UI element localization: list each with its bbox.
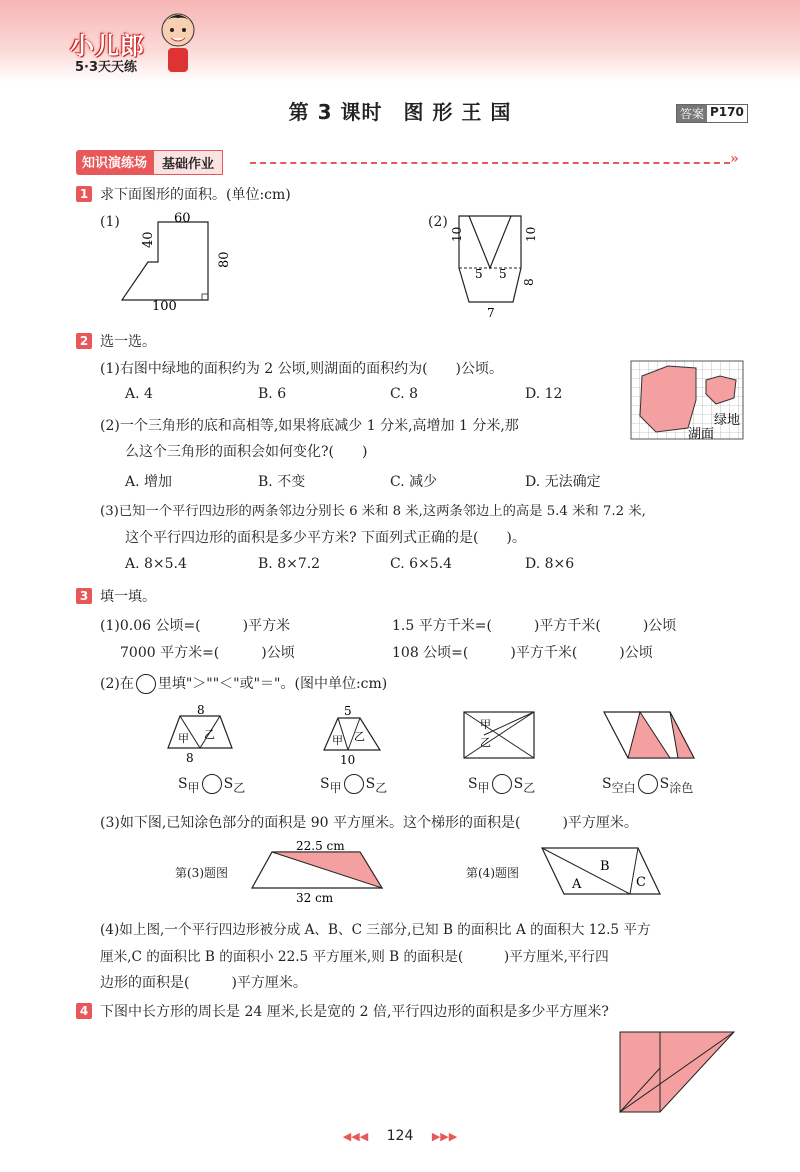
trapezoid-fig-q3-3 — [248, 838, 398, 908]
sub-question: (3)已知一个平行四边形的两条邻边分别长 6 米和 8 米,这两条邻边上的高是 5.4 米和 7.2 米, — [100, 504, 646, 519]
sub-question: (3)如下图,已知涂色部分的面积是 90 平方厘米。这个梯形的面积是( )平方厘米。 — [100, 815, 638, 831]
question-number: 1 — [76, 186, 92, 202]
parallelogram-fig-4 — [600, 708, 700, 764]
dim-top: 5 — [344, 704, 352, 718]
brand-subtitle: 5·3天天练 — [75, 60, 138, 75]
region-jia: 甲 — [178, 732, 189, 745]
sub-question: (1)右图中绿地的面积约为 2 公顷,则湖面的面积约为( )公顷。 — [100, 361, 504, 377]
section-banner — [76, 150, 223, 175]
sub-question-prefix: (2)在 — [100, 676, 134, 692]
compare-circle[interactable] — [492, 774, 512, 794]
option: C. 6×5.4 — [390, 556, 453, 572]
dim-bottom: 10 — [340, 753, 356, 764]
next-arrows-icon: ▶▶▶ — [431, 1130, 458, 1143]
compare-jia-yi-3 — [468, 774, 535, 796]
dim-bottom: 8 — [186, 751, 194, 764]
question-number: 3 — [76, 588, 92, 604]
compare-circle[interactable] — [136, 674, 156, 694]
section-tag: 知识演练场 — [76, 150, 153, 175]
s-letter: S — [223, 776, 234, 792]
sub-question: (4)如上图,一个平行四边形被分成 A、B、C 三部分,已知 B 的面积比 A 的面积大 12.5 平方 — [100, 922, 651, 938]
dim-top: 22.5 cm — [296, 839, 345, 853]
s-letter: S — [513, 776, 524, 792]
page-number: 124 — [386, 1128, 414, 1144]
question-text: 求下面图形的面积。(单位:cm) — [100, 187, 291, 203]
dim-bottom: 7 — [487, 306, 495, 320]
section-name: 基础作业 — [153, 150, 223, 175]
compare-circle[interactable] — [202, 774, 222, 794]
s-letter: S — [468, 776, 478, 792]
compare-blank-shade — [602, 774, 693, 796]
option: C. 减少 — [390, 474, 438, 490]
fill-blank: 108 公顷=( )平方千米( )公顷 — [392, 645, 653, 661]
dim-h3: 8 — [522, 278, 536, 286]
page-title: 第 3 课时 图 形 王 国 — [288, 100, 512, 124]
lake-label: 湖面 — [688, 427, 715, 442]
option: C. 8 — [390, 386, 419, 402]
option: A. 4 — [125, 386, 153, 402]
compare-jia-yi-1 — [178, 774, 245, 796]
dim-right: 80 — [217, 251, 232, 268]
question-number: 4 — [76, 1003, 92, 1019]
sub-question: 这个平行四边形的面积是多少平方米? 下面列式正确的是( )。 — [125, 530, 526, 546]
question-text: 下图中长方形的周长是 24 厘米,长是宽的 2 倍,平行四边形的面积是多少平方厘米? — [100, 1004, 609, 1020]
dim-h1: 10 — [450, 226, 464, 242]
double-chevron-icon: » — [730, 151, 739, 167]
dim-b2: 5 — [499, 267, 507, 281]
region-yi: 乙 — [354, 730, 365, 743]
option: A. 增加 — [125, 474, 173, 490]
fill-blank: 7000 平方米=( )公顷 — [120, 645, 295, 661]
sub-question: (2)一个三角形的底和高相等,如果将底减少 1 分米,高增加 1 分米,那 — [100, 418, 519, 434]
answer-label: 答案 — [677, 105, 707, 122]
sub-question: 边形的面积是( )平方厘米。 — [100, 975, 307, 991]
dim-h2: 10 — [524, 226, 538, 242]
dim-top: 8 — [197, 704, 205, 717]
parallelogram-fig-q3-4 — [538, 844, 664, 898]
trapezoid-fig-2 — [318, 704, 398, 764]
s-letter: S — [602, 776, 612, 792]
dim-bottom: 32 cm — [296, 891, 334, 905]
figure-q1-1 — [118, 210, 238, 315]
sub-yi: 乙 — [375, 780, 388, 795]
option: B. 6 — [258, 386, 287, 402]
page-footer — [0, 1128, 800, 1144]
sub-jia: 甲 — [477, 780, 490, 795]
option: D. 8×6 — [525, 556, 575, 572]
option: D. 无法确定 — [525, 474, 601, 490]
trapezoid-fig-1 — [160, 704, 240, 764]
figure-q1-2 — [445, 210, 545, 322]
sub-yi: 乙 — [523, 780, 536, 795]
question-text: 选一选。 — [100, 334, 156, 350]
option: B. 8×7.2 — [258, 556, 321, 572]
s-letter: S — [178, 776, 188, 792]
rectangle-fig-3 — [460, 708, 540, 762]
figure-label: (1) — [100, 214, 120, 230]
region-a: A — [572, 877, 582, 892]
question-text: 填一填。 — [100, 589, 156, 605]
sub-jia: 甲 — [329, 780, 342, 795]
fill-blank: (1)0.06 公顷=( )平方米 — [100, 618, 291, 634]
mascot-icon — [158, 6, 198, 76]
s-letter: S — [659, 776, 670, 792]
option: B. 不变 — [258, 474, 306, 490]
sub-jia: 甲 — [187, 780, 200, 795]
s-letter: S — [365, 776, 376, 792]
region-jia: 甲 — [332, 734, 343, 747]
sub-question-suffix: 里填"＞""＜"或"＝"。(图中单位:cm) — [157, 676, 388, 692]
fill-blank: 1.5 平方千米=( )平方千米( )公顷 — [392, 618, 677, 634]
dim-left: 40 — [141, 231, 156, 248]
section-divider — [250, 162, 730, 164]
answer-page: P170 — [710, 105, 744, 119]
dim-bottom: 100 — [152, 299, 177, 314]
region-b: B — [600, 859, 610, 874]
sub-question — [100, 673, 387, 694]
rectangle-parallelogram-fig — [616, 1028, 740, 1116]
compare-circle[interactable] — [344, 774, 364, 794]
compare-circle[interactable] — [638, 774, 658, 794]
s-letter: S — [320, 776, 330, 792]
brand-logo: 小儿郎 — [70, 32, 145, 60]
grid-map-figure — [630, 360, 746, 442]
option: A. 8×5.4 — [125, 556, 187, 572]
figure-label: (2) — [428, 214, 448, 230]
green-land-label: 绿地 — [714, 413, 741, 428]
sub-shade: 涂色 — [669, 780, 694, 795]
region-yi: 乙 — [204, 728, 215, 741]
region-c: C — [636, 875, 646, 890]
prev-arrows-icon: ◀◀◀ — [342, 1130, 369, 1143]
question-number: 2 — [76, 333, 92, 349]
sub-question: 厘米,C 的面积比 B 的面积小 22.5 平方厘米,则 B 的面积是( )平方厘米,平行四 — [100, 949, 609, 965]
dim-b1: 5 — [475, 267, 483, 281]
sub-yi: 乙 — [233, 780, 246, 795]
region-yi: 乙 — [480, 736, 491, 749]
sub-question: 么这个三角形的面积会如何变化?( ) — [125, 444, 368, 460]
region-jia: 甲 — [480, 718, 491, 731]
figure-caption: 第(3)题图 — [175, 866, 228, 880]
compare-jia-yi-2 — [320, 774, 387, 796]
sub-blank: 空白 — [611, 780, 636, 795]
option: D. 12 — [525, 386, 563, 402]
answer-reference — [676, 104, 748, 123]
figure-caption: 第(4)题图 — [466, 866, 519, 880]
dim-top: 60 — [174, 211, 191, 226]
